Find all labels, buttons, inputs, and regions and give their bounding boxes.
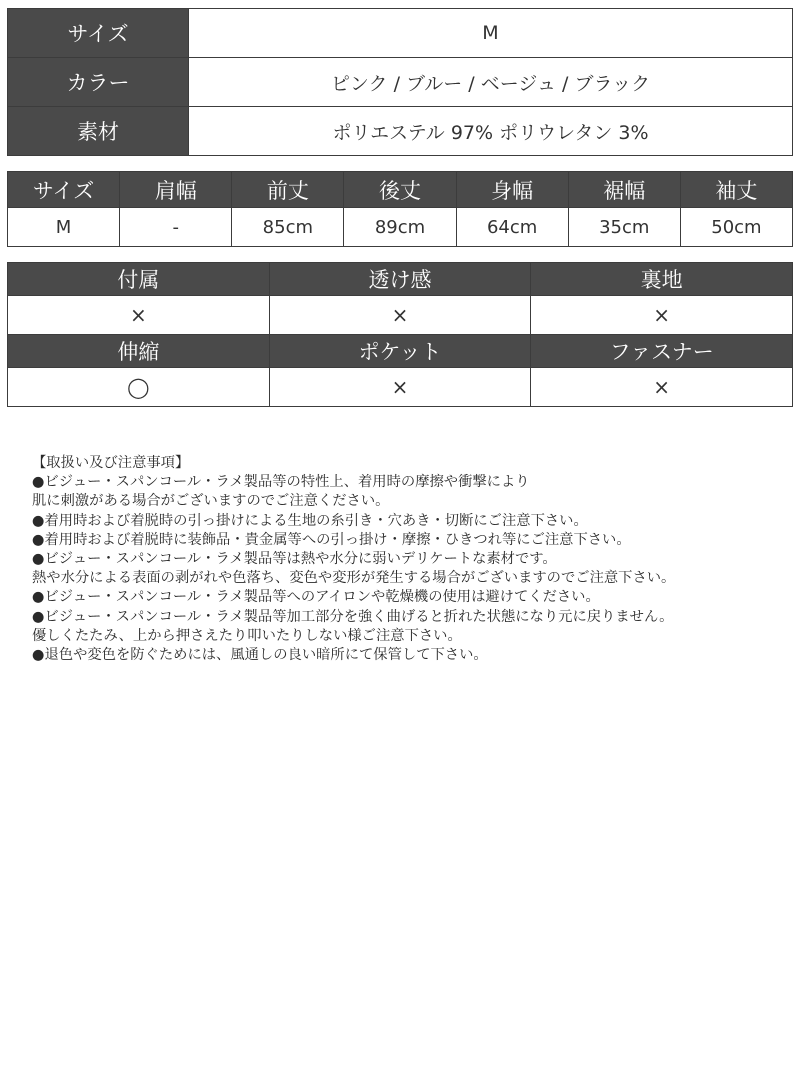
feature-header-sheerness: 透け感: [269, 263, 531, 296]
feature-value-row: [8, 368, 793, 407]
feature-header-stretch: 伸縮: [8, 335, 270, 368]
measurement-value: -: [120, 208, 232, 247]
spec-label-material: 素材: [8, 107, 189, 156]
feature-header-zipper: ファスナー: [531, 335, 793, 368]
measurement-value: 64cm: [456, 208, 568, 247]
spec-label-size: サイズ: [8, 9, 189, 58]
feature-value-lining: ×: [531, 296, 793, 335]
measurement-header: 肩幅: [120, 172, 232, 208]
feature-value-sheerness: ×: [269, 296, 531, 335]
feature-table: [7, 262, 793, 407]
care-note-line: ●ビジュー・スパンコール・ラメ製品等加工部分を強く曲げると折れた状態になり元に戻りません。: [32, 608, 674, 625]
spec-table: [7, 8, 793, 156]
measurement-header: 袖丈: [680, 172, 792, 208]
spec-value-size: M: [189, 9, 793, 58]
measurement-value: 35cm: [568, 208, 680, 247]
measurement-header: 後丈: [344, 172, 456, 208]
care-note-line: ●ビジュー・スパンコール・ラメ製品等の特性上、着用時の摩擦や衝撃により: [32, 474, 530, 491]
feature-header-lining: 裏地: [531, 263, 793, 296]
spec-label-color: カラー: [8, 58, 189, 107]
care-note-line: ●着用時および着脱時の引っ掛けによる生地の糸引き・穴あき・切断にご注意下さい。: [32, 512, 588, 529]
feature-value-row: [8, 296, 793, 335]
feature-header-pocket: ポケット: [269, 335, 531, 368]
feature-value-stretch: ◯: [8, 368, 270, 407]
care-note-line: 肌に刺激がある場合がございますのでご注意ください。: [32, 493, 390, 510]
spec-row-material: [8, 107, 793, 156]
care-note-line: ●退色や変色を防ぐためには、風通しの良い暗所にて保管して下さい。: [32, 647, 488, 664]
spec-row-size: [8, 9, 793, 58]
spec-row-color: [8, 58, 793, 107]
measurement-value: 50cm: [680, 208, 792, 247]
measurement-header: 身幅: [456, 172, 568, 208]
care-note-line: ●ビジュー・スパンコール・ラメ製品等は熱や水分に弱いデリケートな素材です。: [32, 551, 557, 568]
measurement-table: [7, 171, 793, 247]
care-note-line: 熱や水分による表面の剥がれや色落ち、変色や変形が発生する場合がございますのでご注意下さい。: [32, 570, 676, 587]
care-notes-heading: 【取扱い及び注意事項】: [32, 455, 190, 471]
feature-value-zipper: ×: [531, 368, 793, 407]
measurement-value: M: [8, 208, 120, 247]
feature-header-row: [8, 263, 793, 296]
measurement-header: サイズ: [8, 172, 120, 208]
measurement-value: 85cm: [232, 208, 344, 247]
measurement-header: 裾幅: [568, 172, 680, 208]
spec-value-color: ピンク / ブルー / ベージュ / ブラック: [189, 58, 793, 107]
feature-value-pocket: ×: [269, 368, 531, 407]
measurement-header: 前丈: [232, 172, 344, 208]
care-note-line: ●着用時および着脱時に装飾品・貴金属等への引っ掛け・摩擦・ひきつれ等にご注意下さい。: [32, 531, 631, 548]
measurement-header-row: [8, 172, 793, 208]
feature-value-accessory: ×: [8, 296, 270, 335]
feature-header-row: [8, 335, 793, 368]
care-note-line: 優しくたたみ、上から押さえたり叩いたりしない様ご注意下さい。: [32, 627, 462, 644]
care-note-line: ●ビジュー・スパンコール・ラメ製品等へのアイロンや乾燥機の使用は避けてください。: [32, 589, 600, 606]
feature-header-accessory: 付属: [8, 263, 270, 296]
spec-value-material: ポリエステル 97% ポリウレタン 3%: [189, 107, 793, 156]
care-notes: [32, 454, 772, 665]
measurement-value: 89cm: [344, 208, 456, 247]
measurement-value-row: [8, 208, 793, 247]
